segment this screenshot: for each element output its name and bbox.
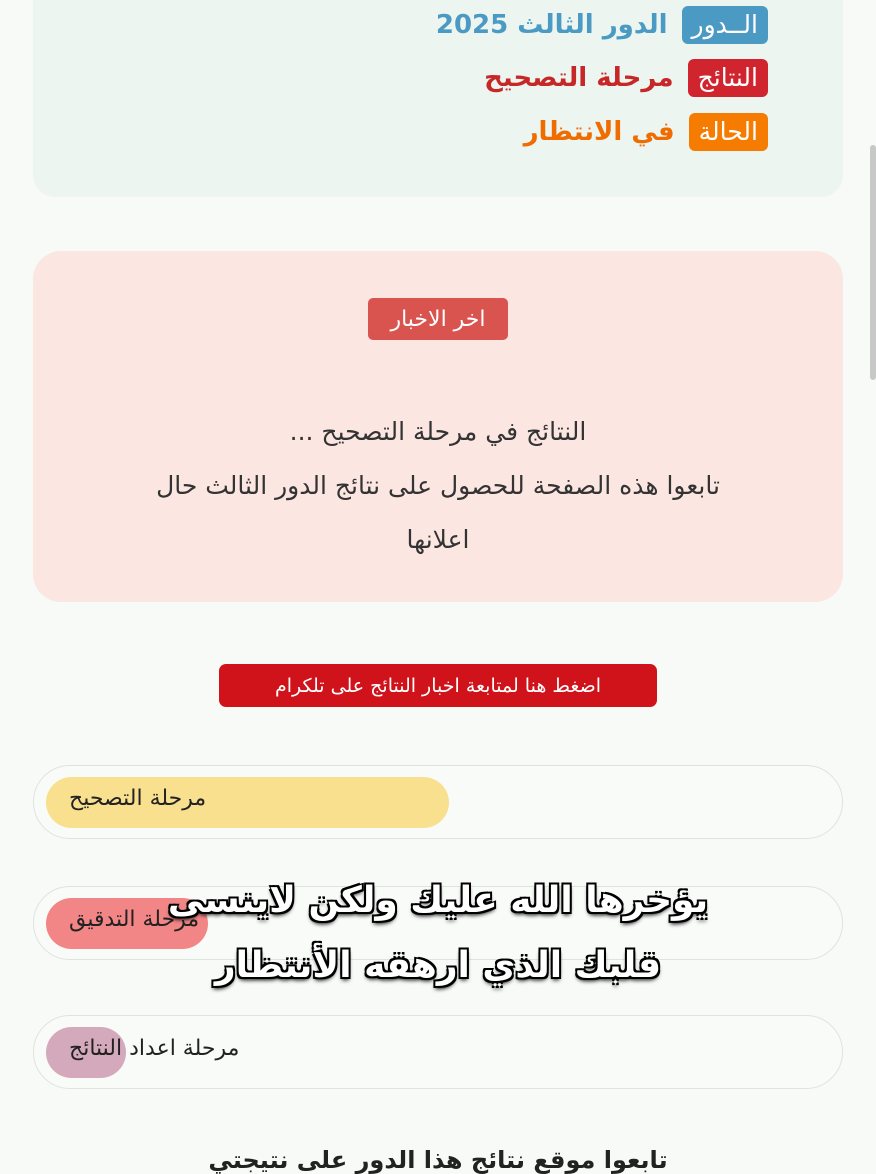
news-line-3: اعلانها: [406, 525, 470, 554]
scrollbar[interactable]: [870, 145, 876, 380]
stage-correction: [33, 765, 843, 839]
overlay-caption-line-2: قلبك الذي ارهقه الأنتظار: [214, 945, 662, 986]
overlay-caption-line-1: يؤخرها الله عليك ولكن لاينسى: [167, 880, 709, 921]
round-value: الدور الثالث 2025: [435, 10, 668, 40]
status-badge: الحالة: [689, 113, 768, 151]
round-row: [436, 6, 768, 44]
results-badge: النتائج: [688, 59, 768, 97]
news-line-2: تابعوا هذه الصفحة للحصول على نتائج الدور الثالث حال: [156, 471, 720, 500]
stage-label: مرحلة التدقيق: [69, 907, 200, 932]
stage-label: مرحلة التصحيح: [69, 786, 207, 811]
news-badge: اخر الاخبار: [368, 298, 508, 340]
news-line-1: النتائج في مرحلة التصحيح ...: [289, 417, 587, 446]
round-badge: الــدور: [682, 6, 768, 44]
stage-label: مرحلة اعداد النتائج: [69, 1036, 240, 1061]
telegram-button[interactable]: اضغط هنا لمتابعة اخبار النتائج على تلكرام: [219, 664, 657, 707]
results-value: مرحلة التصحيح: [484, 63, 674, 93]
bottom-heading: تابعوا موقع نتائج هذا الدور على نتيجتي: [208, 1146, 668, 1174]
news-text: [90, 405, 786, 567]
status-row: [524, 113, 768, 151]
stage-preparing: [33, 1015, 843, 1089]
status-value: في الانتظار: [523, 117, 675, 147]
results-row: [484, 59, 768, 97]
